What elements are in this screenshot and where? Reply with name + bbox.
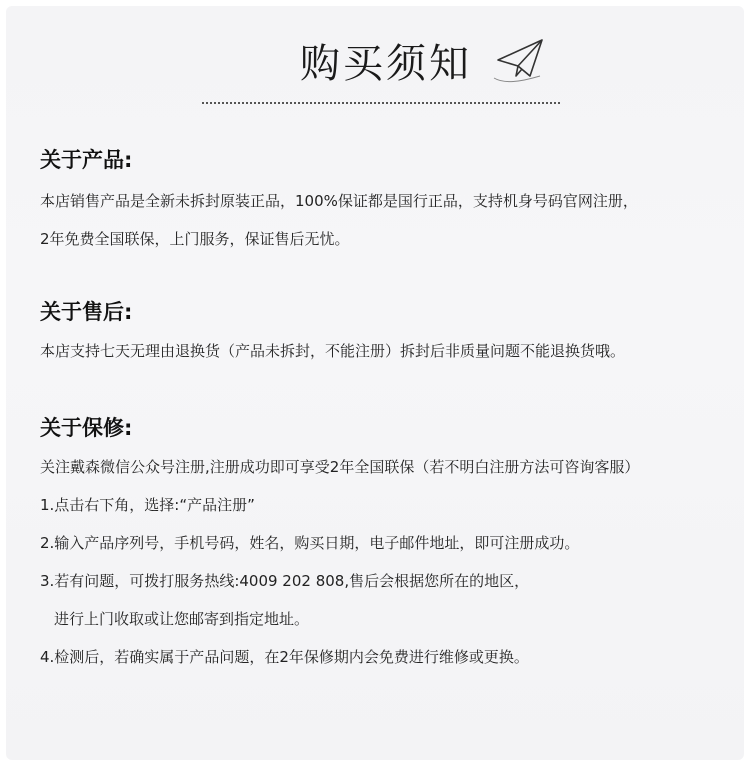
page-title: 购买须知: [300, 41, 472, 87]
warranty-line-4: 3.若有问题，可拨打服务热线:4009 202 808,售后会根据您所在的地区，: [40, 572, 530, 590]
warranty-line-3: 2.输入产品序列号，手机号码，姓名，购买日期，电子邮件地址，即可注册成功。: [40, 534, 580, 552]
paper-plane-icon: [490, 36, 552, 84]
aftersale-line-1: 本店支持七天无理由退换货（产品未拆封，不能注册）拆封后非质量问题不能退换货哦。: [40, 342, 626, 360]
section-title-warranty: 关于保修:: [40, 416, 133, 440]
header: [6, 36, 744, 106]
warranty-line-6: 4.检测后，若确实属于产品问题，在2年保修期内会免费进行维修或更换。: [40, 648, 529, 666]
warranty-line-2: 1.点击右下角，选择:“产品注册”: [40, 496, 255, 514]
notice-card: [6, 6, 744, 760]
header-dotted-divider: [202, 102, 560, 104]
product-line-2: 2年免费全国联保，上门服务，保证售后无忧。: [40, 230, 350, 248]
section-title-product: 关于产品:: [40, 148, 133, 172]
section-title-aftersale: 关于售后:: [40, 300, 133, 324]
product-line-1: 本店销售产品是全新未拆封原装正品，100%保证都是国行正品，支持机身号码官网注册，: [40, 192, 638, 210]
warranty-line-5: 进行上门收取或让您邮寄到指定地址。: [54, 610, 310, 628]
warranty-line-1: 关注戴森微信公众号注册,注册成功即可享受2年全国联保（若不明白注册方法可咨询客服）: [40, 458, 640, 476]
